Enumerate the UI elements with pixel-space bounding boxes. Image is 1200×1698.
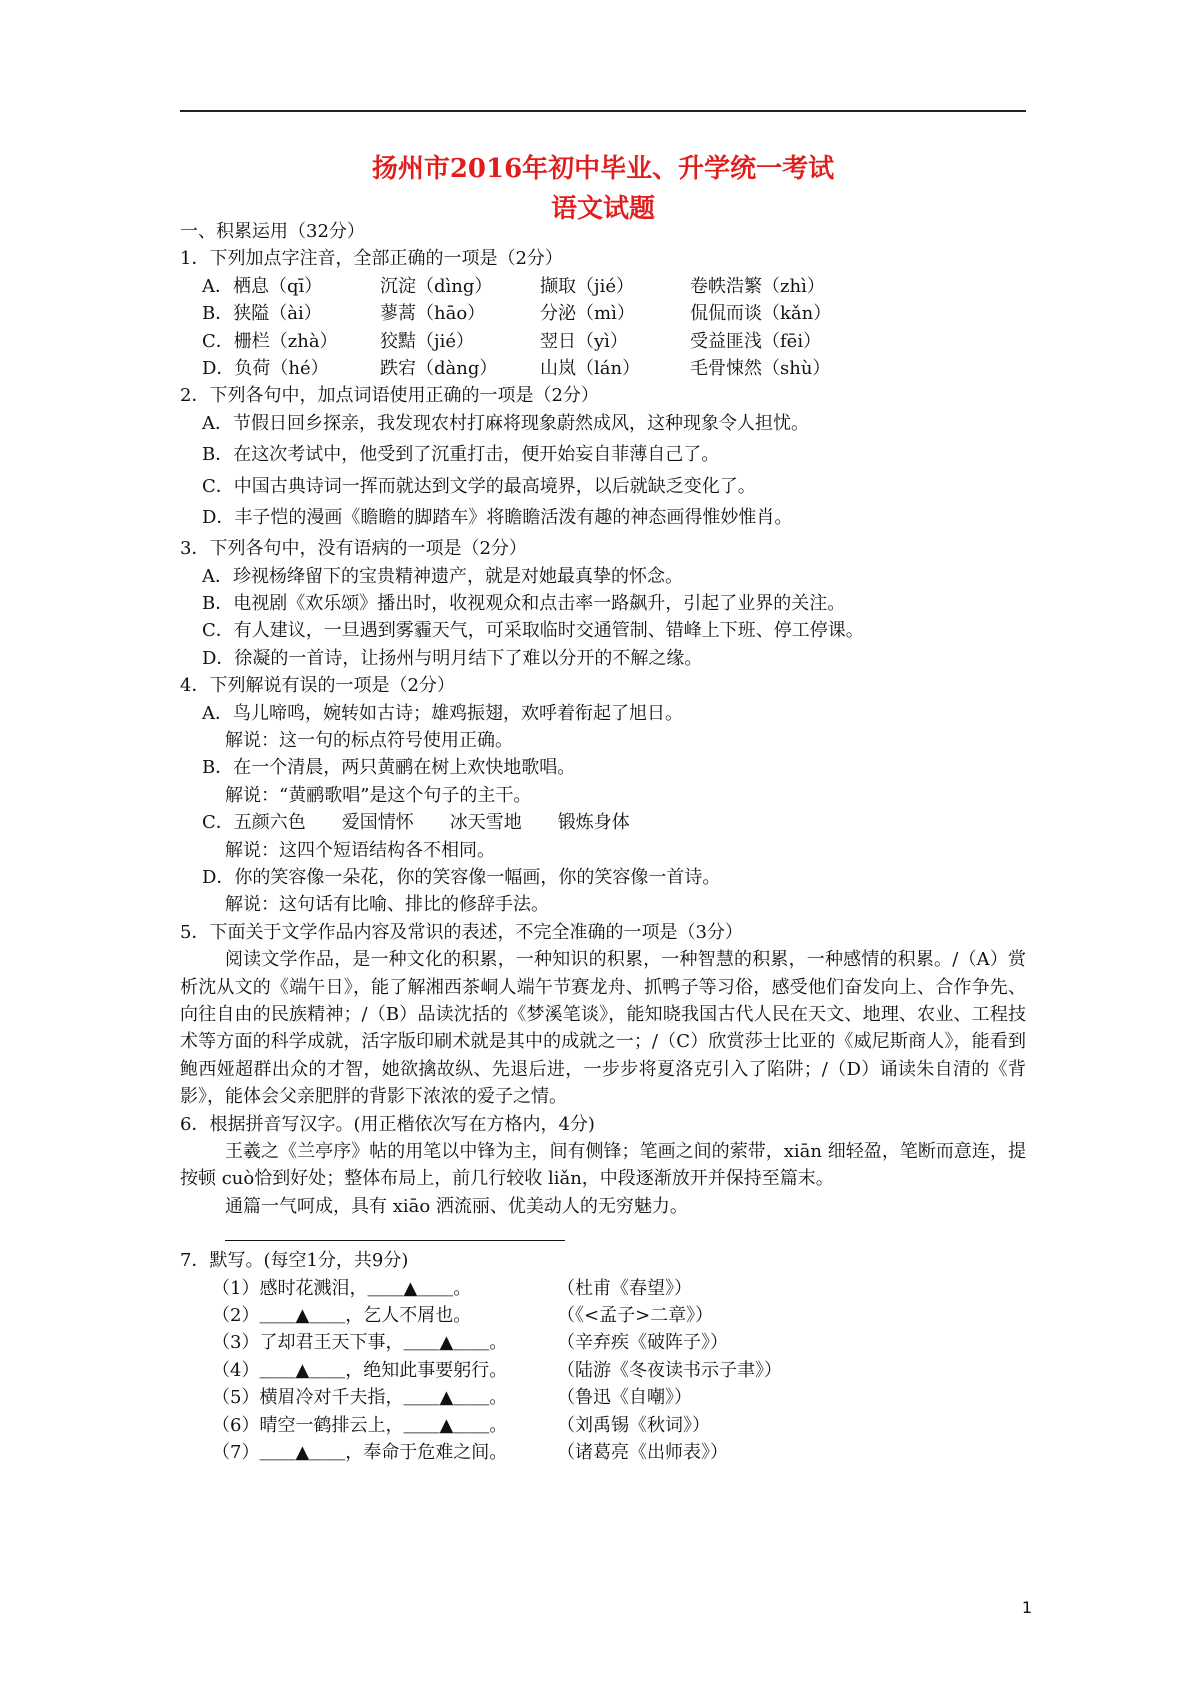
q1-b-2: 蓼蒿（hāo） xyxy=(380,303,486,325)
q7-line: （4）＿＿▲＿＿，绝知此事要躬行。 xyxy=(212,1359,508,1381)
q7-source: （鲁迅《自嘲》） xyxy=(557,1387,692,1409)
q5-passage: 阅读文学作品，是一种文化的积累，一种知识的积累，一种智慧的积累，一种感情的积累。/（A）赏析沈从文的《端午日》，能了解湘西茶峒人端午节赛龙舟、抓鸭子等习俗，感受他们奋发向上、合作争先、向往自由的民族精神；/（B）品读沈括的《梦溪笔谈》，能知晓我国古代人民在天文、地理、农业、工程技术等方面的科学成就，活字版印刷术就是其中的成就之一；/（C）欣赏莎士比亚的《威尼斯商人》，能看到鲍西娅超群出众的才智，她欲擒故纵、先退后进，一步步将夏洛克引入了陷阱；/（D）诵读朱自清的《背影》，能体会父亲肥胖的背影下浓浓的爱子之情。 xyxy=(180,949,1026,1108)
q1-d-2: 跌宕（dàng） xyxy=(380,357,498,379)
q7-source: （诸葛亮《出师表》） xyxy=(557,1441,728,1463)
q7-stem: 7．默写。(每空1分，共9分) xyxy=(180,1250,409,1272)
q1-a-1: A．栖息（qī） xyxy=(202,275,323,297)
q3-option-d: D．徐凝的一首诗，让扬州与明月结下了难以分开的不解之缘。 xyxy=(202,647,703,669)
q4-note-b: 解说：“黄鹂歌唱”是这个句子的主干。 xyxy=(225,784,532,806)
q1-row-c xyxy=(180,328,1026,355)
q1-c-2: 狡黠（jié） xyxy=(380,330,474,352)
q7-source: （《<孟子>二章》） xyxy=(557,1304,714,1326)
page-number: 1 xyxy=(1021,1598,1032,1617)
q4-option-c: C．五颜六色 爱国情怀 冰天雪地 锻炼身体 xyxy=(202,812,630,834)
page-title: 扬州市2016年初中毕业、升学统一考试 xyxy=(371,154,835,184)
q2-stem: 2．下列各句中，加点词语使用正确的一项是（2分） xyxy=(180,385,599,407)
q1-b-4: 侃侃而谈（kǎn） xyxy=(690,303,832,325)
q2-option-d: D．丰子恺的漫画《瞻瞻的脚踏车》将瞻瞻活泼有趣的神态画得惟妙惟肖。 xyxy=(202,506,793,528)
q4-option-d: D．你的笑容像一朵花，你的笑容像一幅画，你的笑容像一首诗。 xyxy=(202,866,721,888)
q7-item xyxy=(180,1357,1026,1384)
exam-content xyxy=(180,218,1026,1466)
q7-item xyxy=(180,1275,1026,1302)
q7-item xyxy=(180,1329,1026,1356)
q7-line: （5）横眉冷对千夫指，＿＿▲＿＿。 xyxy=(212,1387,508,1409)
q1-stem: 1．下列加点字注音，全部正确的一项是（2分） xyxy=(180,248,563,270)
header-rule xyxy=(180,110,1026,112)
section-heading: 一、积累运用（32分） xyxy=(180,221,365,242)
q7-line: （1）感时花溅泪，＿＿▲＿＿。 xyxy=(212,1277,472,1299)
q2-option-b: B．在这次考试中，他受到了沉重打击，便开始妄自菲薄自己了。 xyxy=(202,444,720,466)
q3-option-a: A．珍视杨绛留下的宝贵精神遗产，就是对她最真挚的怀念。 xyxy=(202,565,683,587)
q4-note-d: 解说：这句话有比喻、排比的修辞手法。 xyxy=(225,894,549,916)
q4-note-a: 解说：这一句的标点符号使用正确。 xyxy=(225,730,513,752)
q3-option-c: C．有人建议，一旦遇到雾霾天气，可采取临时交通管制、错峰上下班、停工停课。 xyxy=(202,620,864,642)
q3-option-b: B．电视剧《欢乐颂》播出时，收视观众和点击率一路飙升，引起了业界的关注。 xyxy=(202,593,846,615)
q7-item xyxy=(180,1302,1026,1329)
q1-c-3: 翌日（yì） xyxy=(540,330,628,352)
q1-b-1: B．狭隘（ài） xyxy=(202,303,322,325)
q7-item xyxy=(180,1384,1026,1411)
q6-stem: 6．根据拼音写汉字。(用正楷依次写在方格内，4分) xyxy=(180,1113,595,1135)
q1-b-3: 分泌（mì） xyxy=(540,303,635,325)
q1-a-3: 撷取（jié） xyxy=(540,275,634,297)
q1-d-3: 山岚（lán） xyxy=(540,357,641,379)
q5-stem: 5．下面关于文学作品内容及常识的表述，不完全准确的一项是（3分） xyxy=(180,921,743,943)
q4-option-a: A．鸟儿啼鸣，婉转如古诗；雄鸡振翅，欢呼着衔起了旭日。 xyxy=(202,702,683,724)
q1-row-d xyxy=(180,355,1026,382)
q6-passage-end: 通篇一气呵成，具有 xiāo 洒流丽、优美动人的无穷魅力。 xyxy=(225,1195,688,1217)
q7-line: （2）＿＿▲＿＿，乞人不屑也。 xyxy=(212,1304,472,1326)
q7-item xyxy=(180,1439,1026,1466)
q7-line: （3）了却君王天下事，＿＿▲＿＿。 xyxy=(212,1332,508,1354)
q7-item xyxy=(180,1412,1026,1439)
q1-d-4: 毛骨悚然（shù） xyxy=(690,357,831,379)
q7-source: （刘禹锡《秋词》） xyxy=(557,1414,710,1436)
page-subtitle: 语文试题 xyxy=(550,194,655,224)
q7-source: （陆游《冬夜读书示子聿》） xyxy=(557,1359,782,1381)
answer-line[interactable] xyxy=(225,1220,565,1241)
q7-source: （辛弃疾《破阵子》） xyxy=(557,1332,728,1354)
q7-line: （7）＿＿▲＿＿，奉命于危难之间。 xyxy=(212,1441,508,1463)
q1-a-2: 沉淀（dìng） xyxy=(380,275,493,297)
q1-row-a xyxy=(180,273,1026,300)
q1-a-4: 卷帙浩繁（zhì） xyxy=(690,275,825,297)
q6-passage: 王羲之《兰亭序》帖的用笔以中锋为主，间有侧锋；笔画之间的萦带，xiān 细轻盈，笔断而意连，提按顿 cuò恰到好处；整体布局上，前几行较收 liǎn，中段逐渐放开并保持至篇末。 xyxy=(180,1140,1026,1190)
q7-line: （6）晴空一鹤排云上，＿＿▲＿＿。 xyxy=(212,1414,508,1436)
q1-d-1: D．负荷（hé） xyxy=(202,357,329,379)
q4-option-b: B．在一个清晨，两只黄鹂在树上欢快地歌唱。 xyxy=(202,757,576,779)
q3-stem: 3．下列各句中，没有语病的一项是（2分） xyxy=(180,538,527,560)
q2-option-a: A．节假日回乡探亲，我发现农村打麻将现象蔚然成风，这种现象令人担忧。 xyxy=(202,412,809,434)
q7-source: （杜甫《春望》） xyxy=(557,1277,692,1299)
q1-row-b xyxy=(180,300,1026,327)
q4-note-c: 解说：这四个短语结构各不相同。 xyxy=(225,839,495,861)
q1-c-1: C．栅栏（zhà） xyxy=(202,330,338,352)
q4-stem: 4．下列解说有误的一项是（2分） xyxy=(180,675,455,697)
q1-c-4: 受益匪浅（fēi） xyxy=(690,330,822,352)
q2-option-c: C．中国古典诗词一挥而就达到文学的最高境界，以后就缺乏变化了。 xyxy=(202,475,756,497)
